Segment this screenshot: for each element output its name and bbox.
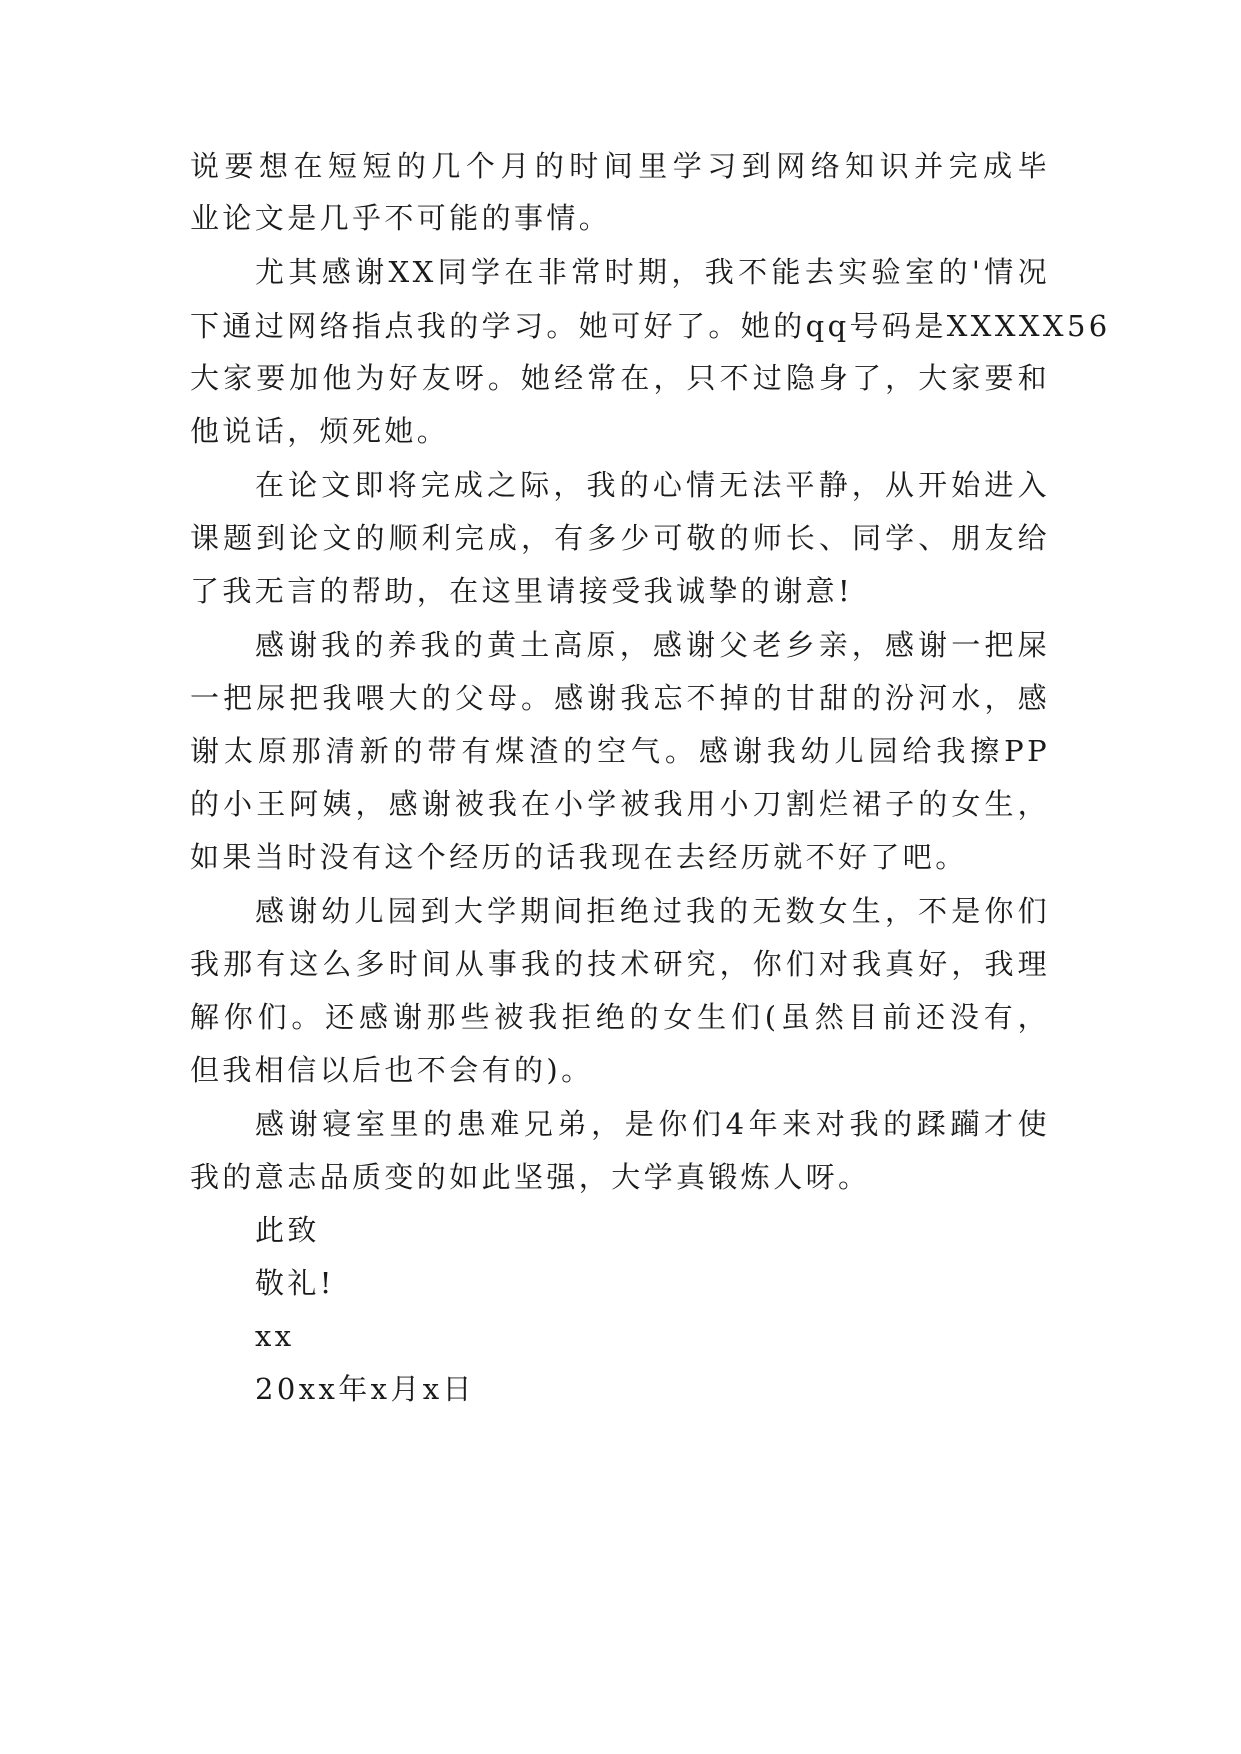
closing-regards: 敬礼! xyxy=(255,1266,335,1300)
paragraph-line: 一把尿把我喂大的父母。感谢我忘不掉的甘甜的汾河水，感 xyxy=(190,681,1050,715)
closing-salutation: 此致 xyxy=(255,1213,320,1247)
signature-date: 20xx年x月x日 xyxy=(255,1372,475,1406)
paragraph-line: 了我无言的帮助，在这里请接受我诚挚的谢意! xyxy=(190,574,854,608)
paragraph-line: 课题到论文的顺利完成，有多少可敬的师长、同学、朋友给 xyxy=(190,521,1050,555)
paragraph-line: 大家要加他为好友呀。她经常在，只不过隐身了，大家要和 xyxy=(190,361,1050,395)
paragraph-line: 我的意志品质变的如此坚强，大学真锻炼人呀。 xyxy=(190,1160,871,1194)
paragraph-line: 下通过网络指点我的学习。她可好了。她的qq号码是XXXXX56 xyxy=(190,309,1111,343)
paragraph-line: 解你们。还感谢那些被我拒绝的女生们(虽然目前还没有， xyxy=(190,1000,1050,1034)
paragraph-line: 但我相信以后也不会有的)。 xyxy=(190,1053,594,1087)
paragraph-line: 感谢我的养我的黄土高原，感谢父老乡亲，感谢一把屎 xyxy=(255,628,1050,662)
paragraph-line: 尤其感谢XX同学在非常时期，我不能去实验室的'情况 xyxy=(255,255,1050,289)
paragraph-line: 在论文即将完成之际，我的心情无法平静，从开始进入 xyxy=(255,468,1050,502)
signature-name: xx xyxy=(255,1319,295,1353)
paragraph-line: 如果当时没有这个经历的话我现在去经历就不好了吧。 xyxy=(190,840,968,874)
paragraph-line: 谢太原那清新的带有煤渣的空气。感谢我幼儿园给我擦PP xyxy=(190,734,1050,768)
paragraph-line: 说要想在短短的几个月的时间里学习到网络知识并完成毕 xyxy=(190,149,1050,183)
paragraph-line: 感谢寝室里的患难兄弟，是你们4年来对我的蹂躏才使 xyxy=(255,1107,1050,1141)
paragraph-line: 业论文是几乎不可能的事情。 xyxy=(190,201,612,235)
paragraph-line: 的小王阿姨，感谢被我在小学被我用小刀割烂裙子的女生， xyxy=(190,787,1050,821)
paragraph-line: 感谢幼儿园到大学期间拒绝过我的无数女生，不是你们 xyxy=(255,894,1050,928)
paragraph-line: 他说话，烦死她。 xyxy=(190,414,450,448)
paragraph-line: 我那有这么多时间从事我的技术研究，你们对我真好，我理 xyxy=(190,947,1050,981)
